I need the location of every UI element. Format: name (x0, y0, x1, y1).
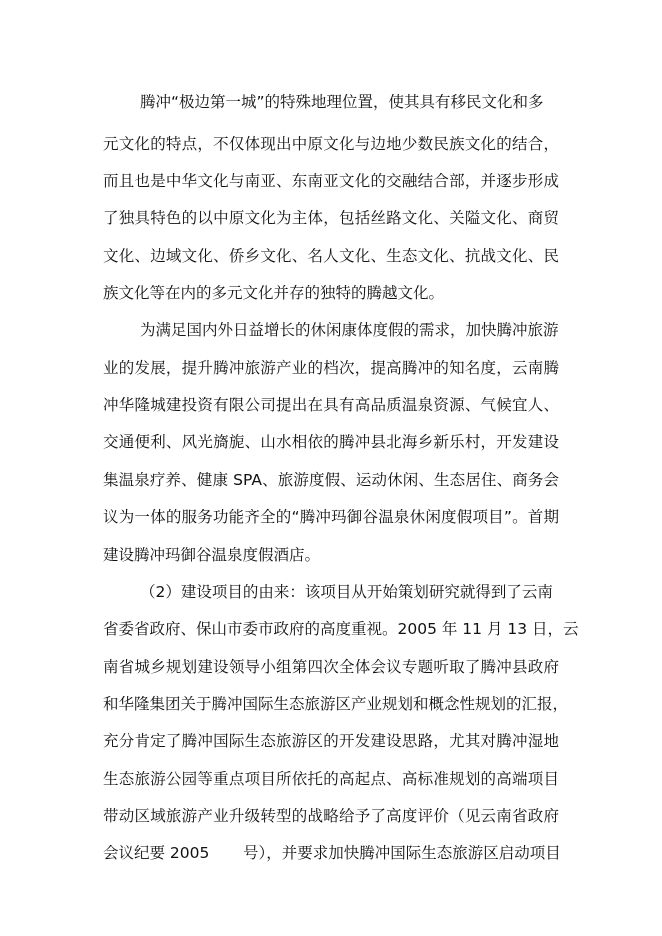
paragraph-3-line-2: 省委省政府、保山市委市政府的高度重视。2005 年 11 月 13 日，云 (103, 620, 579, 638)
paragraph-2-line-1: 为满足国内外日益增长的休闲康体度假的需求，加快腾冲旅游 (140, 321, 559, 339)
paragraph-1-line-3: 而且也是中华文化与南亚、东南亚文化的交融结合部，并逐步形成 (103, 172, 559, 190)
paragraph-3-line-3: 南省城乡规划建设领导小组第四次全体会议专题听取了腾冲县政府 (103, 658, 559, 676)
paragraph-3-line-4: 和华隆集团关于腾冲国际生态旅游区产业规划和概念性规划的汇报， (103, 695, 569, 713)
paragraph-1-line-5: 文化、边域文化、侨乡文化、名人文化、生态文化、抗战文化、民 (103, 247, 559, 265)
paragraph-1-line-1: 腾冲“极边第一城”的特殊地理位置，使其具有移民文化和多 (140, 93, 544, 111)
paragraph-2-line-6: 议为一体的服务功能齐全的“腾冲玛御谷温泉休闲度假项目”。首期 (103, 508, 559, 526)
paragraph-1-line-2: 元文化的特点，不仅体现出中原文化与边地少数民族文化的结合， (103, 135, 559, 153)
paragraph-2-line-4: 交通便利、风光旖旎、山水相依的腾冲县北海乡新乐村，开发建设 (103, 433, 559, 451)
paragraph-1-line-6: 族文化等在内的多元文化并存的独特的腾越文化。 (103, 284, 445, 302)
paragraph-3-line-8-continuation: 号），并要求加快腾冲国际生态旅游区启动项目 (243, 844, 561, 862)
paragraph-2-line-2: 业的发展，提升腾冲旅游产业的档次，提高腾冲的知名度，云南腾 (103, 359, 559, 377)
paragraph-1-line-4: 了独具特色的以中原文化为主体，包括丝路文化、关隘文化、商贸 (103, 209, 559, 227)
paragraph-3-line-7: 带动区域旅游产业升级转型的战略给予了高度评价（见云南省政府 (103, 807, 559, 825)
paragraph-2-line-3: 冲华隆城建投资有限公司提出在具有高品质温泉资源、气候宜人、 (103, 396, 559, 414)
paragraph-3-line-8: 会议纪要 2005 (103, 844, 210, 862)
paragraph-3-line-1: （2）建设项目的由来：该项目从开始策划研究就得到了云南 (140, 583, 553, 601)
paragraph-3-line-5: 充分肯定了腾冲国际生态旅游区的开发建设思路，尤其对腾冲湿地 (103, 732, 559, 750)
paragraph-2-line-7: 建设腾冲玛御谷温泉度假酒店。 (103, 546, 321, 564)
paragraph-2-line-5: 集温泉疗养、健康 SPA、旅游度假、运动休闲、生态居住、商务会 (103, 471, 559, 489)
paragraph-3-line-6: 生态旅游公园等重点项目所依托的高起点、高标准规划的高端项目 (103, 770, 559, 788)
